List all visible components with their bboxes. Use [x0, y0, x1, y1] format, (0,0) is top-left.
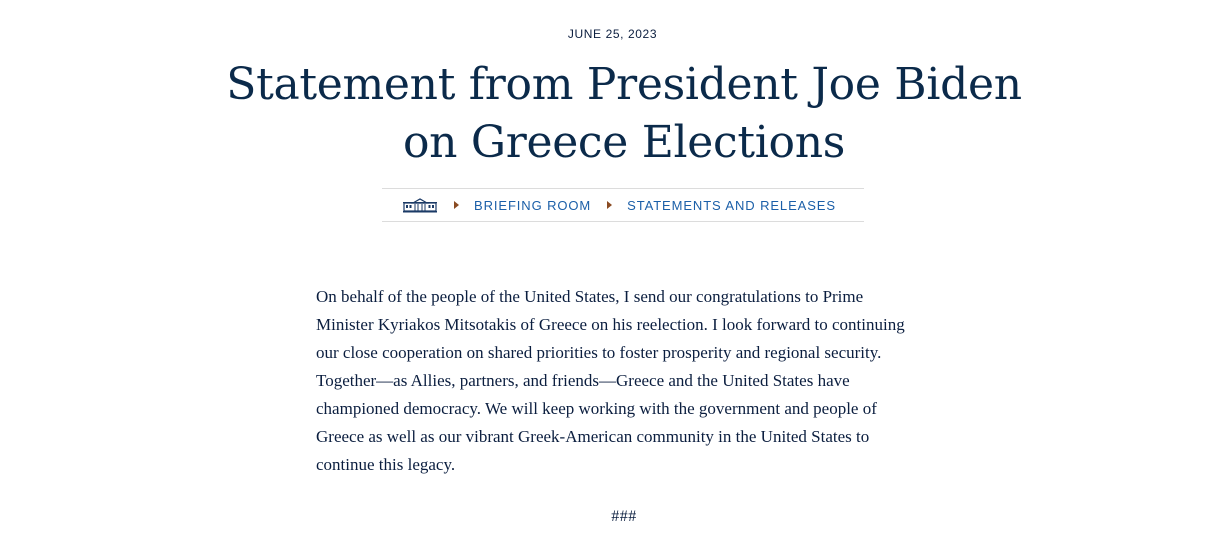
publish-date: JUNE 25, 2023 — [567, 27, 658, 41]
breadcrumb — [382, 188, 864, 222]
page-title: Statement from President Joe Biden on Greece Elections — [226, 59, 1022, 168]
end-mark: ### — [611, 508, 637, 525]
breadcrumb-statements-and-releases[interactable]: STATEMENTS AND RELEASES — [627, 197, 836, 213]
chevron-right-icon — [607, 201, 612, 209]
statement-body: On behalf of the people of the United States, I send our congratulations to Prime Minister Kyriakos Mitsotakis of Greece on his reelection. I look forward to continuing our close cooperation on shared priorities to foster prosperity and regional security. Together—as Allies, partners, and friends—Greece and the United States have championed democracy. We will keep working with the government and people of Greece as well as our vibrant Greek-American community in the United States to continue this legacy. — [316, 287, 905, 474]
chevron-right-icon — [454, 201, 459, 209]
breadcrumb-briefing-room[interactable]: BRIEFING ROOM — [474, 197, 592, 213]
white-house-icon[interactable] — [402, 197, 438, 213]
white-house-icon-graphic — [402, 197, 438, 213]
